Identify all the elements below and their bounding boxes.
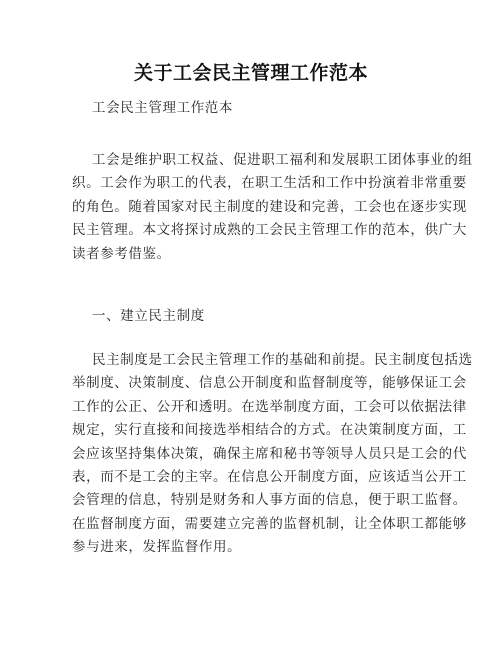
paragraph-line: 会管理的信息，特别是财务和人事方面的信息，便于职工监督。 — [72, 492, 467, 509]
paragraph-line: 工会是维护职工权益、促进职工福利和发展职工团体事业的组 — [92, 152, 473, 168]
section1-paragraph — [72, 349, 473, 560]
paragraph-line: 读者参考借鉴。 — [72, 245, 171, 262]
paragraph-line: 规定，实行直接和间接选举相结合的方式。在决策制度方面，工 — [72, 422, 467, 439]
paragraph-line: 工作的公正、公开和透明。在选举制度方面，工会可以依据法律 — [72, 398, 467, 415]
paragraph-line: 在监督制度方面，需要建立完善的监督机制，让全体职工都能够 — [72, 515, 467, 532]
section-heading: 一、建立民主制度 — [92, 308, 205, 324]
paragraph-line: 举制度、决策制度、信息公开制度和监督制度等，能够保证工会 — [72, 375, 467, 392]
paragraph-line: 民主管理。本文将探讨成熟的工会民主管理工作的范本，供广大 — [72, 222, 467, 239]
paragraph-line: 的角色。随着国家对民主制度的建设和完善，工会也在逐步实现 — [72, 198, 467, 215]
intro-paragraph — [72, 149, 473, 266]
paragraph-line: 表，而不是工会的主宰。在信息公开制度方面，应该适当公开工 — [72, 469, 467, 486]
paragraph-line: 参与进来，发挥监督作用。 — [72, 539, 242, 556]
document-title: 关于工会民主管理工作范本 — [133, 62, 368, 84]
paragraph-line: 民主制度是工会民主管理工作的基础和前提。民主制度包括选 — [92, 352, 473, 368]
document-subtitle: 工会民主管理工作范本 — [92, 100, 233, 116]
paragraph-line: 会应该坚持集体决策，确保主席和秘书等领导人员只是工会的代 — [72, 445, 467, 462]
paragraph-line: 织。工会作为职工的代表，在职工生活和工作中扮演着非常重要 — [72, 175, 467, 192]
